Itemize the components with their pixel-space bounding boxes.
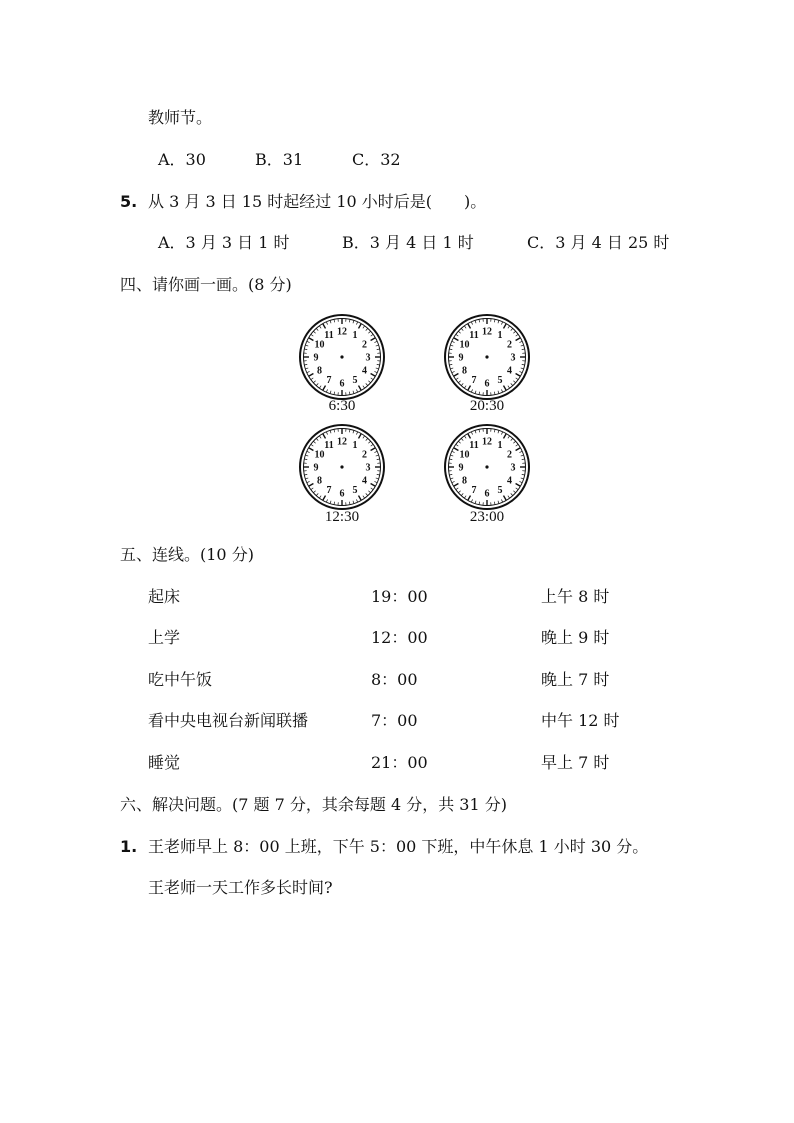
- dial-tick: [371, 334, 373, 336]
- dial-tick: [468, 434, 471, 439]
- dial-tick: [471, 389, 472, 392]
- dial-tick: [516, 444, 518, 446]
- dial-tick: [504, 386, 507, 391]
- dial-tick: [501, 499, 502, 502]
- dial-number: 12: [337, 436, 347, 448]
- dial-tick: [501, 432, 502, 435]
- dial-number: 3: [510, 462, 516, 474]
- dial-tick: [456, 334, 458, 336]
- dial-tick: [521, 368, 524, 369]
- dial-tick: [494, 392, 495, 395]
- dial-tick: [454, 338, 459, 341]
- dial-tick: [356, 432, 357, 435]
- dial-tick: [305, 478, 308, 479]
- dial-tick: [513, 441, 515, 443]
- clock-face: [298, 313, 386, 405]
- dial-tick: [356, 499, 357, 502]
- activity-item: 上学: [148, 628, 181, 647]
- dial-tick: [368, 331, 370, 333]
- dial-tick: [511, 328, 513, 330]
- dial-tick: [516, 334, 518, 336]
- prev-question-tail: 教师节。: [148, 108, 213, 127]
- dial-tick: [326, 499, 327, 502]
- dial-tick: [371, 488, 373, 490]
- dial-tick: [305, 455, 308, 456]
- dial-tick: [359, 386, 362, 391]
- q5-text: 从 3 月 3 日 15 时起经过 10 小时后是( )。: [148, 192, 487, 211]
- dial-tick: [353, 391, 354, 394]
- dial-tick: [521, 478, 524, 479]
- dial-tick: [374, 341, 377, 342]
- dial-tick: [368, 381, 370, 383]
- activity-item: 起床: [148, 587, 181, 606]
- activity-item: 看中央电视台新闻联播: [148, 711, 309, 730]
- dial-tick: [311, 444, 313, 446]
- dial-tick: [458, 381, 460, 383]
- dial-tick: [508, 326, 510, 328]
- dial-center-dot: [485, 465, 488, 468]
- description-item: 晚上 7 时: [541, 670, 610, 689]
- dial-number: 2: [362, 449, 368, 461]
- dial-tick: [334, 392, 335, 395]
- dial-number: 12: [482, 326, 492, 338]
- dial-tick: [313, 331, 315, 333]
- dial-number: 4: [507, 365, 513, 377]
- dial-tick: [334, 502, 335, 505]
- dial-tick: [316, 493, 318, 495]
- dial-number: 2: [507, 449, 513, 461]
- dial-tick: [313, 381, 315, 383]
- dial-tick: [449, 474, 452, 475]
- dial-tick: [516, 488, 518, 490]
- dial-number: 4: [362, 475, 368, 487]
- dial-number: 5: [352, 375, 358, 387]
- dial-tick: [513, 491, 515, 493]
- dial-number: 3: [510, 352, 516, 364]
- dial-tick: [363, 386, 365, 388]
- dial-tick: [363, 496, 365, 498]
- dial-number: 9: [313, 462, 319, 474]
- dial-tick: [304, 364, 307, 365]
- dial-number: 7: [326, 375, 332, 387]
- dial-number: 7: [471, 485, 477, 497]
- dial-tick: [449, 349, 452, 350]
- dial-number: 11: [469, 329, 479, 341]
- dial-tick: [508, 386, 510, 388]
- dial-number: 8: [316, 475, 322, 487]
- dial-number: 3: [365, 462, 371, 474]
- dial-tick: [458, 491, 460, 493]
- dial-tick: [511, 438, 513, 440]
- prev-option-a: A．30: [158, 150, 206, 169]
- dial-tick: [471, 499, 472, 502]
- dial-number: 11: [324, 329, 334, 341]
- dial-number: 9: [313, 352, 319, 364]
- dial-number: 1: [497, 439, 503, 451]
- dial-tick: [319, 436, 321, 438]
- dial-tick: [334, 429, 335, 432]
- dial-tick: [371, 484, 376, 487]
- dial-number: 6: [484, 378, 490, 390]
- dial-tick: [464, 386, 466, 388]
- dial-tick: [504, 496, 507, 501]
- dial-tick: [376, 368, 379, 369]
- dial-tick: [468, 324, 471, 329]
- dial-tick: [374, 371, 377, 372]
- dial-tick: [349, 319, 350, 322]
- dial-tick: [516, 484, 521, 487]
- dial-tick: [323, 386, 326, 391]
- dial-tick: [513, 331, 515, 333]
- dial-number: 4: [362, 365, 368, 377]
- dial-number: 12: [482, 436, 492, 448]
- dial-tick: [450, 345, 453, 346]
- dial-tick: [511, 383, 513, 385]
- dial-tick: [450, 368, 453, 369]
- dial-number: 5: [497, 485, 503, 497]
- dial-tick: [326, 322, 327, 325]
- dial-number: 5: [497, 375, 503, 387]
- clock-caption: 12:30: [324, 509, 360, 525]
- dial-tick: [376, 478, 379, 479]
- dial-tick: [316, 328, 318, 330]
- dial-tick: [464, 436, 466, 438]
- dial-tick: [356, 389, 357, 392]
- dial-tick: [377, 459, 380, 460]
- dial-tick: [311, 334, 313, 336]
- dial-tick: [450, 455, 453, 456]
- dial-tick: [359, 496, 362, 501]
- clock-caption: 23:00: [469, 509, 505, 525]
- clock-caption: 20:30: [469, 398, 505, 414]
- dial-tick: [366, 383, 368, 385]
- dial-tick: [461, 383, 463, 385]
- dial-tick: [498, 391, 499, 394]
- time-item: 8：00: [371, 670, 418, 689]
- dial-tick: [458, 331, 460, 333]
- dial-tick: [522, 364, 525, 365]
- dial-tick: [458, 441, 460, 443]
- dial-tick: [309, 374, 314, 377]
- dial-tick: [359, 434, 362, 439]
- time-item: 19：00: [371, 587, 428, 606]
- description-item: 上午 8 时: [541, 587, 610, 606]
- dial-tick: [366, 493, 368, 495]
- dial-number: 7: [471, 375, 477, 387]
- dial-tick: [468, 496, 471, 501]
- dial-tick: [498, 320, 499, 323]
- dial-tick: [516, 374, 521, 377]
- dial-tick: [371, 338, 376, 341]
- clock-face: [298, 423, 386, 515]
- dial-tick: [304, 474, 307, 475]
- dial-tick: [371, 378, 373, 380]
- dial-tick: [494, 502, 495, 505]
- time-item: 7：00: [371, 711, 418, 730]
- dial-tick: [376, 345, 379, 346]
- dial-tick: [513, 381, 515, 383]
- dial-tick: [323, 324, 326, 329]
- dial-tick: [461, 328, 463, 330]
- dial-tick: [353, 430, 354, 433]
- dial-tick: [516, 448, 521, 451]
- dial-tick: [374, 481, 377, 482]
- dial-tick: [504, 434, 507, 439]
- dial-tick: [307, 481, 310, 482]
- dial-number: 6: [339, 378, 345, 390]
- description-item: 早上 7 时: [541, 753, 610, 772]
- dial-tick: [330, 430, 331, 433]
- section4-title: 四、请你画一画。(8 分): [120, 275, 292, 294]
- dial-tick: [366, 328, 368, 330]
- dial-tick: [349, 502, 350, 505]
- dial-tick: [371, 448, 376, 451]
- dial-tick: [498, 430, 499, 433]
- dial-number: 6: [339, 488, 345, 500]
- dial-tick: [452, 451, 455, 452]
- dial-number: 10: [314, 339, 325, 351]
- dial-tick: [519, 341, 522, 342]
- dial-tick: [475, 320, 476, 323]
- dial-tick: [311, 488, 313, 490]
- dial-tick: [326, 432, 327, 435]
- dial-tick: [521, 345, 524, 346]
- dial-tick: [305, 345, 308, 346]
- dial-tick: [494, 429, 495, 432]
- dial-tick: [319, 496, 321, 498]
- clock-caption: 6:30: [328, 398, 356, 414]
- dial-number: 1: [352, 439, 358, 451]
- dial-tick: [304, 349, 307, 350]
- dial-tick: [508, 436, 510, 438]
- dial-tick: [522, 459, 525, 460]
- dial-tick: [323, 434, 326, 439]
- dial-tick: [498, 501, 499, 504]
- dial-tick: [461, 493, 463, 495]
- activity-item: 吃中午饭: [148, 670, 213, 689]
- dial-number: 2: [362, 339, 368, 351]
- dial-tick: [368, 441, 370, 443]
- s6-q1-line1: 王老师早上 8：00 上班，下午 5：00 下班，中午休息 1 小时 30 分。: [148, 837, 649, 856]
- dial-tick: [516, 338, 521, 341]
- dial-number: 6: [484, 488, 490, 500]
- dial-number: 8: [461, 475, 467, 487]
- dial-tick: [305, 368, 308, 369]
- dial-tick: [454, 484, 459, 487]
- dial-number: 7: [326, 485, 332, 497]
- dial-tick: [522, 474, 525, 475]
- q5-option-c: C．3 月 4 日 25 时: [527, 233, 670, 252]
- q5-number: 5.: [120, 192, 138, 211]
- s6-q1-number: 1.: [120, 837, 138, 856]
- dial-tick: [316, 383, 318, 385]
- dial-tick: [313, 441, 315, 443]
- dial-tick: [311, 378, 313, 380]
- section6-title: 六、解决问题。(7 题 7 分，其余每题 4 分，共 31 分): [120, 795, 507, 814]
- dial-tick: [454, 374, 459, 377]
- dial-number: 1: [497, 329, 503, 341]
- dial-tick: [461, 438, 463, 440]
- dial-tick: [349, 429, 350, 432]
- dial-tick: [501, 389, 502, 392]
- dial-tick: [377, 474, 380, 475]
- dial-number: 9: [458, 462, 464, 474]
- dial-tick: [309, 484, 314, 487]
- dial-tick: [519, 371, 522, 372]
- dial-tick: [371, 374, 376, 377]
- clock-face: [443, 423, 531, 515]
- q5-option-a: A．3 月 3 日 1 时: [158, 233, 290, 252]
- dial-number: 8: [316, 365, 322, 377]
- dial-tick: [479, 429, 480, 432]
- dial-tick: [479, 392, 480, 395]
- dial-tick: [356, 322, 357, 325]
- description-item: 晚上 9 时: [541, 628, 610, 647]
- dial-tick: [330, 501, 331, 504]
- dial-tick: [307, 341, 310, 342]
- dial-tick: [353, 320, 354, 323]
- dial-number: 1: [352, 329, 358, 341]
- dial-tick: [501, 322, 502, 325]
- dial-tick: [371, 444, 373, 446]
- dial-number: 9: [458, 352, 464, 364]
- dial-tick: [376, 455, 379, 456]
- dial-tick: [471, 432, 472, 435]
- dial-tick: [366, 438, 368, 440]
- dial-tick: [330, 320, 331, 323]
- dial-tick: [456, 488, 458, 490]
- dial-number: 11: [324, 439, 334, 451]
- dial-tick: [479, 319, 480, 322]
- dial-center-dot: [340, 465, 343, 468]
- dial-tick: [316, 438, 318, 440]
- dial-tick: [353, 501, 354, 504]
- time-item: 21：00: [371, 753, 428, 772]
- dial-tick: [326, 389, 327, 392]
- dial-tick: [349, 392, 350, 395]
- dial-tick: [508, 496, 510, 498]
- dial-tick: [309, 338, 314, 341]
- dial-tick: [521, 455, 524, 456]
- dial-tick: [452, 341, 455, 342]
- dial-number: 4: [507, 475, 513, 487]
- description-item: 中午 12 时: [541, 711, 620, 730]
- dial-number: 8: [461, 365, 467, 377]
- clock-face: [443, 313, 531, 405]
- s6-q1-line2: 王老师一天工作多长时间?: [148, 878, 333, 897]
- dial-tick: [319, 386, 321, 388]
- dial-tick: [330, 391, 331, 394]
- dial-tick: [475, 430, 476, 433]
- dial-number: 2: [507, 339, 513, 351]
- dial-number: 10: [314, 449, 325, 461]
- dial-tick: [319, 326, 321, 328]
- dial-number: 5: [352, 485, 358, 497]
- dial-number: 11: [469, 439, 479, 451]
- dial-number: 10: [459, 449, 470, 461]
- dial-tick: [309, 448, 314, 451]
- dial-tick: [377, 349, 380, 350]
- dial-tick: [304, 459, 307, 460]
- dial-tick: [359, 324, 362, 329]
- dial-tick: [377, 364, 380, 365]
- dial-tick: [468, 386, 471, 391]
- dial-tick: [313, 491, 315, 493]
- dial-center-dot: [340, 355, 343, 358]
- dial-tick: [456, 444, 458, 446]
- dial-center-dot: [485, 355, 488, 358]
- dial-number: 3: [365, 352, 371, 364]
- dial-tick: [454, 448, 459, 451]
- dial-tick: [363, 436, 365, 438]
- dial-tick: [464, 326, 466, 328]
- section5-title: 五、连线。(10 分): [120, 545, 254, 564]
- dial-tick: [475, 501, 476, 504]
- dial-tick: [479, 502, 480, 505]
- dial-tick: [494, 319, 495, 322]
- dial-tick: [511, 493, 513, 495]
- prev-option-b: B．31: [255, 150, 304, 169]
- dial-tick: [504, 324, 507, 329]
- dial-tick: [519, 451, 522, 452]
- time-item: 12：00: [371, 628, 428, 647]
- dial-tick: [475, 391, 476, 394]
- dial-tick: [363, 326, 365, 328]
- dial-tick: [449, 364, 452, 365]
- dial-tick: [452, 371, 455, 372]
- dial-tick: [374, 451, 377, 452]
- dial-tick: [516, 378, 518, 380]
- dial-tick: [522, 349, 525, 350]
- q5-option-b: B．3 月 4 日 1 时: [342, 233, 474, 252]
- dial-tick: [456, 378, 458, 380]
- dial-tick: [449, 459, 452, 460]
- dial-tick: [519, 481, 522, 482]
- dial-tick: [464, 496, 466, 498]
- dial-tick: [471, 322, 472, 325]
- dial-tick: [452, 481, 455, 482]
- dial-tick: [450, 478, 453, 479]
- dial-tick: [307, 451, 310, 452]
- dial-number: 10: [459, 339, 470, 351]
- activity-item: 睡觉: [148, 753, 181, 772]
- dial-number: 12: [337, 326, 347, 338]
- dial-tick: [334, 319, 335, 322]
- dial-tick: [323, 496, 326, 501]
- dial-tick: [307, 371, 310, 372]
- dial-tick: [368, 491, 370, 493]
- prev-option-c: C．32: [352, 150, 401, 169]
